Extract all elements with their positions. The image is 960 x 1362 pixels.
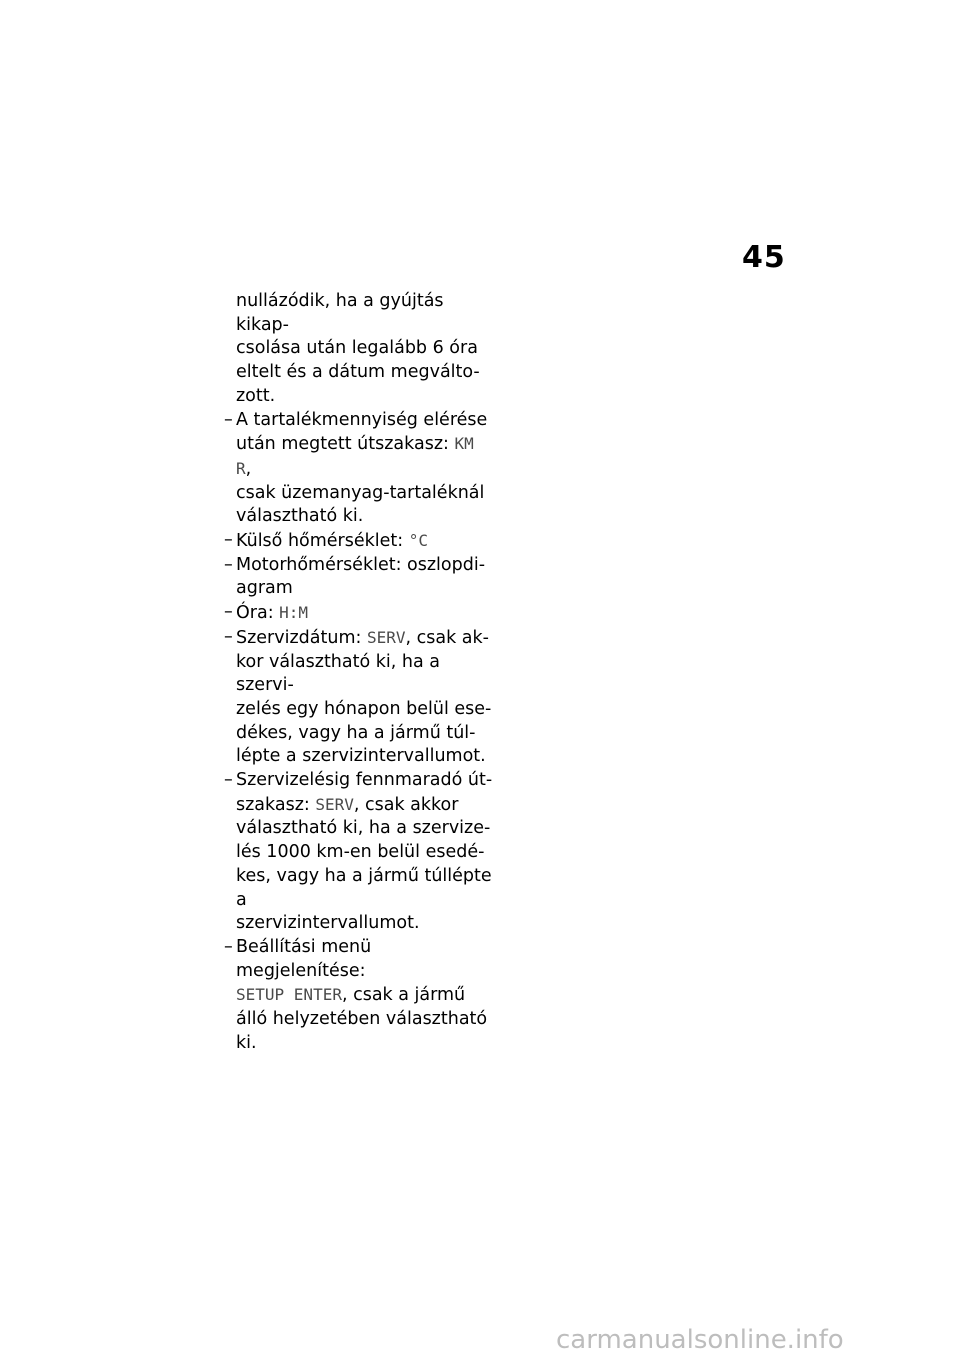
text-line <box>236 554 496 578</box>
list-item <box>224 769 496 936</box>
text-line: nullázódik, ha a gyújtás kikap- <box>236 291 444 335</box>
text-segment: Szervizelésig fennmaradó út- <box>236 770 493 791</box>
text-line <box>236 1008 496 1055</box>
text-segment: szervizintervallumot. <box>236 913 420 934</box>
list-dash: – <box>224 602 233 623</box>
text-segment: , csak a jármű <box>341 985 466 1006</box>
list-dash: – <box>224 626 233 647</box>
text-segment: , csak akkor <box>353 794 459 815</box>
text-line: zott. <box>236 385 276 406</box>
text-segment: dékes, vagy ha a jármű túl- <box>236 722 476 743</box>
list-item <box>224 409 496 530</box>
text-segment: lés 1000 km-en belül esedé- <box>236 842 485 863</box>
text-line <box>236 432 496 481</box>
display-code: SERV <box>366 627 406 647</box>
text-line <box>236 409 496 433</box>
text-segment: lépte a szervizintervallumot. <box>236 746 486 767</box>
list-item <box>224 554 496 601</box>
text-segment: agram <box>236 578 293 599</box>
text-line <box>236 505 496 529</box>
display-code: SETUP ENTER <box>236 985 342 1005</box>
text-segment: Külső hőmérséklet: <box>236 531 409 552</box>
text-line: eltelt és a dátum megválto- <box>236 362 480 383</box>
list-item <box>224 626 496 769</box>
list-dash: – <box>224 936 233 957</box>
text-segment: csak üzemanyag-tartaléknál <box>236 482 485 503</box>
continuation-paragraph <box>224 290 496 409</box>
text-segment: szakasz: <box>236 794 316 815</box>
list-item <box>224 936 496 1056</box>
text-line: csolása után legalább 6 óra <box>236 338 478 359</box>
manual-text <box>224 290 496 1056</box>
list-dash: – <box>224 530 233 551</box>
display-code: °C <box>408 531 428 551</box>
text-segment: Beállítási menü megjelenítése: <box>236 936 372 981</box>
list-item <box>224 529 496 554</box>
text-segment: Motorhőmérséklet: oszlopdi- <box>236 554 486 575</box>
text-line <box>236 601 496 626</box>
text-segment: álló helyzetében választható ki. <box>236 1009 488 1053</box>
text-line <box>236 912 496 936</box>
text-line <box>236 769 496 793</box>
text-segment: választható ki, ha a szervize- <box>236 818 491 839</box>
text-line <box>236 482 496 506</box>
text-line <box>236 529 496 554</box>
text-segment: kor választható ki, ha a szervi- <box>236 651 440 696</box>
text-segment: , <box>245 458 252 479</box>
page-number: 45 <box>742 240 786 275</box>
list-item <box>224 601 496 626</box>
text-segment: A tartalékmennyiség elérése <box>236 409 488 430</box>
list-dash: – <box>224 554 233 575</box>
text-segment: , csak ak- <box>405 627 489 648</box>
text-line <box>236 698 496 722</box>
text-line <box>236 651 496 698</box>
text-segment: után megtett útszakasz: <box>236 434 455 455</box>
text-line <box>236 745 496 769</box>
text-segment: Óra: <box>236 603 280 624</box>
text-line <box>236 936 496 983</box>
display-code: H:M <box>279 603 309 623</box>
text-line <box>236 817 496 841</box>
text-segment: Szervizdátum: <box>236 627 367 648</box>
text-segment: zelés egy hónapon belül ese- <box>236 698 492 719</box>
text-line <box>236 841 496 865</box>
watermark: carmanualsonline.info <box>556 1325 844 1355</box>
display-code: KM R <box>236 434 474 478</box>
list-dash: – <box>224 409 233 430</box>
display-code: SERV <box>315 794 354 814</box>
text-segment: választható ki. <box>236 506 364 527</box>
text-line <box>236 983 496 1008</box>
list-dash: – <box>224 770 233 791</box>
text-line <box>236 577 496 601</box>
text-segment: kes, vagy ha a jármű túllépte a <box>236 865 492 910</box>
text-line <box>236 722 496 746</box>
text-line <box>236 865 496 912</box>
text-line <box>236 626 496 651</box>
text-line <box>236 793 496 818</box>
